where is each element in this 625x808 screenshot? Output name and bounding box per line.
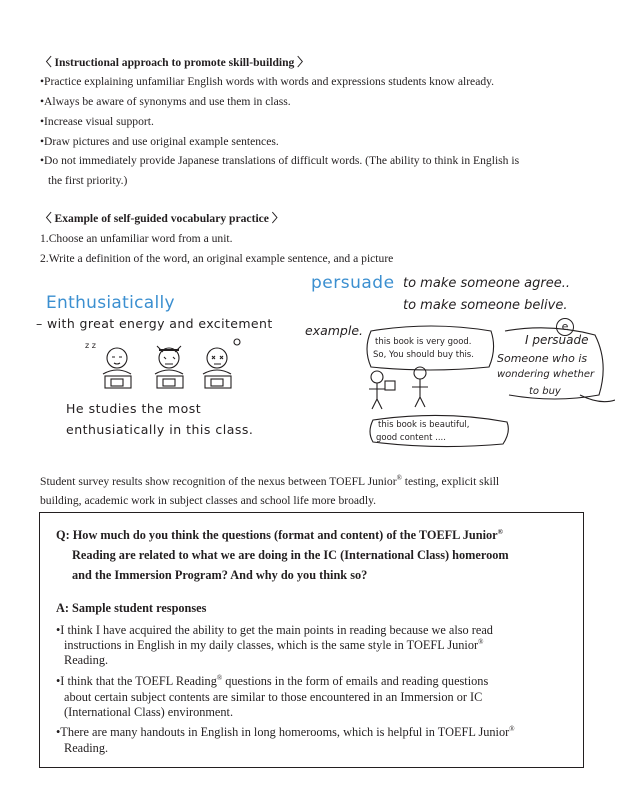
approach-bullet-continuation: the first priority.) — [48, 174, 128, 187]
sketch-sentence-line1: He studies the most — [66, 401, 202, 416]
sketch-definition-left: – with great energy and excitement — [36, 316, 273, 331]
sketch-sentence-line2: enthusiatically in this class. — [66, 422, 254, 437]
sketch-example-label: example. — [305, 323, 363, 338]
bubble2-line4: to buy — [529, 386, 561, 397]
bubble2-line3: wondering whether — [497, 369, 595, 380]
svg-text:z z: z z — [85, 341, 96, 350]
approach-bullet: •Draw pictures and use original example sentences. — [40, 135, 279, 148]
students-drawing — [85, 336, 255, 396]
bubble1-line1: this book is very good. — [375, 337, 472, 347]
response-3-line1: •There are many handouts in English in long homerooms, which is helpful in TOEFL Junior® — [56, 724, 515, 739]
response-2-line3: (International Class) environment. — [64, 705, 234, 719]
bubble2-line2: Someone who is — [497, 352, 588, 365]
sketch-word-persuade: persuade — [311, 273, 395, 293]
answers-heading: A: Sample student responses — [56, 601, 207, 615]
approach-bullet: •Practice explaining unfamiliar English words with words and expressions students know already. — [40, 75, 495, 88]
response-3-line2: Reading. — [64, 741, 109, 755]
response-2-line2: about certain subject contents are similar to those encountered in an Immersion or IC — [64, 690, 483, 704]
bubble3-line2: good content .... — [376, 433, 446, 443]
sketch-definition-right-2: to make someone belive. — [403, 298, 568, 313]
bubble3-line1: this book is beautiful, — [378, 420, 470, 430]
practice-step: 1.Choose an unfamiliar word from a unit. — [40, 232, 233, 245]
response-1-line1: •I think I have acquired the ability to get the main points in reading because we also read — [56, 623, 493, 637]
spelling-correction: e — [556, 318, 574, 336]
approach-heading: 〈 Instructional approach to promote skill-building 〉 — [40, 56, 309, 69]
response-2-line1: •I think that the TOEFL Reading® questions in the form of emails and reading questions — [56, 673, 489, 688]
bubble2-line1: I persuade — [525, 333, 589, 347]
practice-step: 2.Write a definition of the word, an original example sentence, and a picture — [40, 252, 394, 265]
response-1-line3: Reading. — [64, 653, 109, 667]
response-1-line2: instructions in English in my daily classes, which is the same style in TOEFL Junior® — [64, 637, 484, 652]
question-line1: Q: How much do you think the questions (format and content) of the TOEFL Junior® — [56, 527, 503, 542]
bubble1-line2: So, You should buy this. — [373, 350, 474, 360]
sketch-word-enthusiatically: Enthusiatically — [46, 293, 175, 313]
question-line3: and the Immersion Program? And why do you think so? — [72, 568, 368, 582]
question-line2: Reading are related to what we are doing in the IC (International Class) homeroom — [72, 548, 509, 562]
survey-line2: building, academic work in subject classes and school life more broadly. — [40, 494, 377, 507]
approach-bullet: •Always be aware of synonyms and use them in class. — [40, 95, 291, 108]
practice-heading: 〈 Example of self-guided vocabulary practice 〉 — [40, 212, 284, 225]
survey-line1: Student survey results show recognition of the nexus between TOEFL Junior® testing, explicit skill — [40, 474, 500, 488]
approach-bullet: •Do not immediately provide Japanese translations of difficult words. (The ability to think in English is — [40, 154, 520, 167]
sketch-definition-right-1: to make someone agree.. — [403, 276, 571, 291]
approach-bullet: •Increase visual support. — [40, 115, 154, 128]
